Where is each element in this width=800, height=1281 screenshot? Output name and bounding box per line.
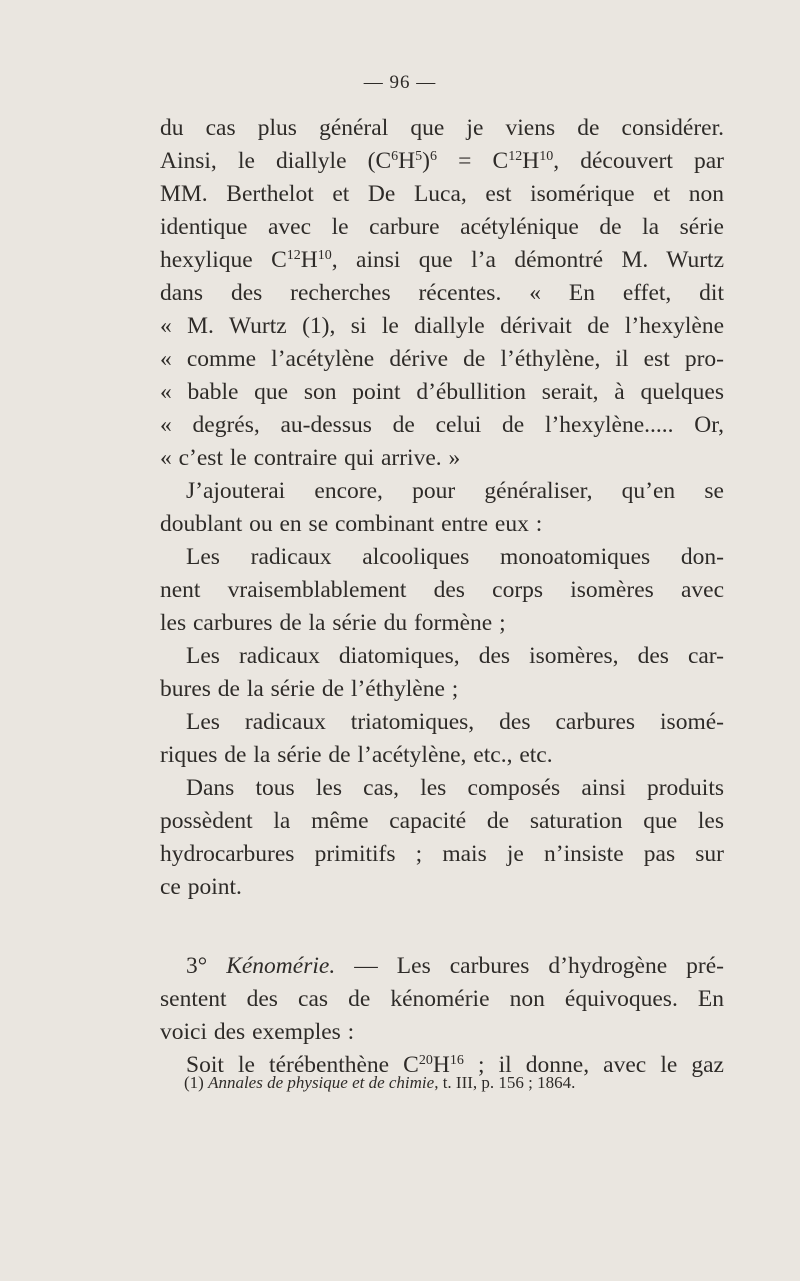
text-line: Soit le térébenthène $C^{20}H^{16}$ ; il donne, avec le gaz <box>186 1052 724 1078</box>
footnote-reference: , t. III, p. 156 ; 1864. <box>434 1073 576 1092</box>
text-line: « c’est le contraire qui arrive. » <box>160 445 461 471</box>
text-line: du cas plus général que je viens de considérer. <box>160 115 724 141</box>
text-line: ce point. <box>160 874 242 900</box>
footnote-journal: Annales de physique et de chimie <box>208 1073 435 1092</box>
text-line: les carbures de la série du formène ; <box>160 610 506 636</box>
text-line: riques de la série de l’acétylène, etc., etc. <box>160 742 553 768</box>
footnote-marker: (1) <box>184 1073 204 1092</box>
text-line: J’ajouterai encore, pour généraliser, qu’en se <box>186 478 724 504</box>
footnote <box>184 1071 654 1095</box>
text-line: voici des exemples : <box>160 1019 355 1045</box>
text-line: sentent des cas de kénomérie non équivoques. En <box>160 986 724 1012</box>
text-line: Dans tous les cas, les composés ainsi produits <box>186 775 724 801</box>
text-line: Les radicaux diatomiques, des isomères, des car- <box>186 643 724 669</box>
text-line: dans des recherches récentes. « En effet, dit <box>160 280 724 306</box>
body-text <box>160 112 724 1082</box>
text-line: « degrés, au-dessus de celui de l’hexylène..... Or, <box>160 412 724 438</box>
text-line: possèdent la même capacité de saturation que les <box>160 808 724 834</box>
text-line: hydrocarbures primitifs ; mais je n’insiste pas sur <box>160 841 724 867</box>
text-line: MM. Berthelot et De Luca, est isomérique et non <box>160 181 724 207</box>
text-line: « bable que son point d’ébullition serait, à quelques <box>160 379 724 405</box>
text-line: Ainsi, le diallyle $(C^6H^5)^6 = C^{12}H^{10}$, découvert par <box>160 148 724 174</box>
section-gap <box>160 904 724 950</box>
section-title: Kénomérie. <box>226 953 336 979</box>
text-line: « M. Wurtz (1), si le diallyle dérivait de l’hexylène <box>160 313 724 339</box>
page-number: — 96 — <box>363 72 437 93</box>
text-line: « comme l’acétylène dérive de l’éthylène, il est pro- <box>160 346 724 372</box>
text-line: nent vraisemblablement des corps isomères avec <box>160 577 724 603</box>
text-line: identique avec le carbure acétylénique de la série <box>160 214 724 240</box>
text-line: hexylique $C^{12}H^{10}$, ainsi que l’a démontré M. Wurtz <box>160 247 724 273</box>
text-line: Les radicaux triatomiques, des carbures isomé- <box>186 709 724 735</box>
text-line: bures de la série de l’éthylène ; <box>160 676 459 702</box>
section-heading-line: 3° Kénomérie. — Les carbures d’hydrogène pré- <box>186 953 725 979</box>
text-line: Les radicaux alcooliques monoatomiques don- <box>186 544 724 570</box>
text-line: doublant ou en se combinant entre eux : <box>160 511 543 537</box>
